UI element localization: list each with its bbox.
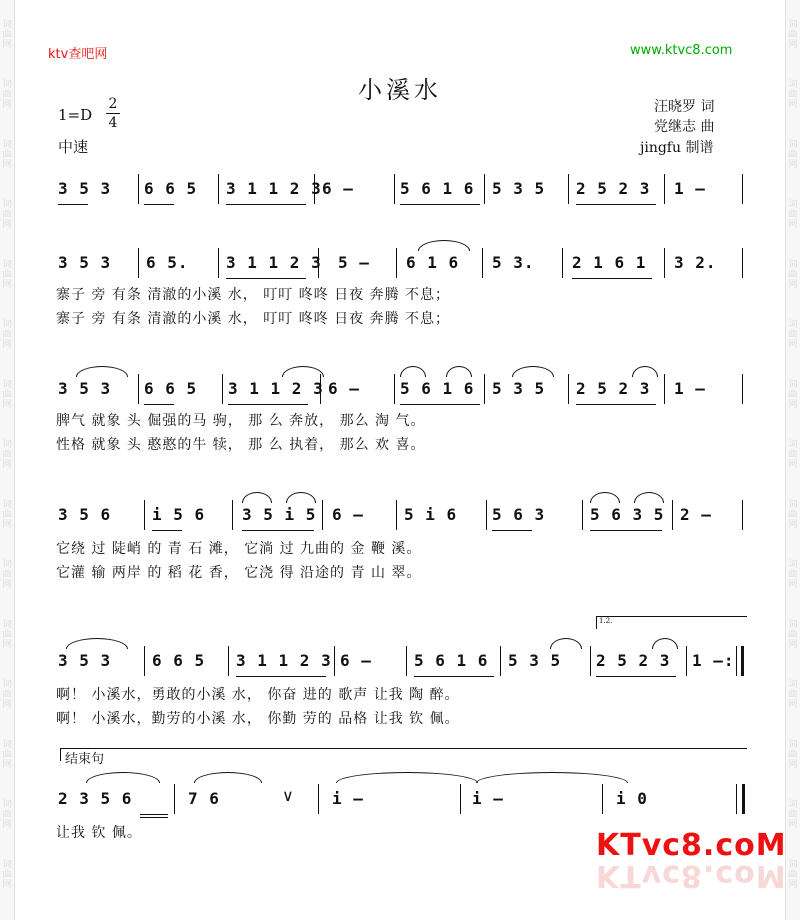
barline — [582, 500, 583, 530]
watermark-glyphs: 词 曲 网 — [2, 320, 12, 350]
watermark-glyphs: 词 曲 网 — [788, 380, 798, 410]
barline — [500, 646, 501, 676]
barline — [742, 500, 743, 530]
lyric-line: 性格 就象 头 憨憨的牛 犊， 那 么 执着， 那么 欢 喜。 — [56, 437, 426, 453]
measure: 2 – — [680, 505, 712, 524]
measure: 5 – — [338, 253, 370, 272]
barline — [742, 374, 743, 404]
measure: 5 3. — [492, 253, 535, 272]
slur — [634, 492, 664, 503]
measure: 6 – — [340, 651, 372, 670]
underline — [400, 204, 480, 205]
measure: 5 3 5 — [492, 379, 546, 398]
slur — [336, 772, 478, 783]
slur — [400, 366, 426, 377]
site-logo-reflection: KTvc8.coM — [596, 858, 787, 893]
watermark-glyphs: 词 曲 网 — [788, 140, 798, 170]
watermark-glyphs: 词 曲 网 — [2, 440, 12, 470]
barline — [482, 248, 483, 278]
barline — [174, 784, 175, 814]
measure: 5 6 3 — [492, 505, 546, 524]
barline — [232, 500, 233, 530]
barline — [138, 374, 139, 404]
underline — [576, 404, 656, 405]
barline — [144, 646, 145, 676]
lyric-line: 脾气 就象 头 倔强的马 驹， 那 么 奔放， 那么 淘 气。 — [56, 413, 426, 429]
watermark-glyphs: 词 曲 网 — [788, 680, 798, 710]
slur — [512, 366, 554, 377]
barline — [138, 174, 139, 204]
lyric-line: 让我 钦 佩。 — [56, 825, 142, 841]
watermark-glyphs: 词 曲 网 — [788, 200, 798, 230]
watermark-glyphs: 词 曲 网 — [2, 140, 12, 170]
measure: 6 6 5 — [144, 179, 198, 198]
slur — [66, 638, 128, 649]
watermark-glyphs: 词 曲 网 — [788, 620, 798, 650]
watermark-glyphs: 词 曲 网 — [788, 800, 798, 830]
underline — [572, 278, 652, 279]
slur — [286, 492, 316, 503]
barline — [218, 248, 219, 278]
underline — [400, 404, 480, 405]
measure: 3 5 3 — [58, 651, 112, 670]
underline — [236, 676, 326, 677]
slur — [632, 366, 658, 377]
watermark-glyphs: 词 曲 网 — [788, 560, 798, 590]
slur — [282, 366, 324, 377]
barline — [406, 646, 407, 676]
composer-credit: 党继志 曲 — [654, 119, 715, 135]
barline — [562, 248, 563, 278]
measure: 3 5 3 — [58, 253, 112, 272]
barline — [590, 646, 591, 676]
lyric-line: 寨子 旁 有条 清澈的小溪 水， 叮叮 咚咚 日夜 奔腾 不息； — [56, 311, 451, 327]
watermark-glyphs: 词 曲 网 — [2, 740, 12, 770]
watermark-glyphs: 词 曲 网 — [2, 200, 12, 230]
measure: 6 6 5 — [152, 651, 206, 670]
site-url-right[interactable]: www.ktvc8.com — [630, 43, 733, 58]
barline — [396, 500, 397, 530]
measure: i – — [472, 789, 504, 808]
watermark-glyphs: 词 曲 网 — [2, 500, 12, 530]
measure: 2 1 6 1 — [572, 253, 647, 272]
underline — [228, 404, 308, 405]
measure: 6 – — [332, 505, 364, 524]
volta-bracket: 1.2. — [596, 616, 747, 629]
watermark-glyphs: 词 曲 网 — [788, 320, 798, 350]
barline — [686, 646, 687, 676]
measure: 5 3 5 — [492, 179, 546, 198]
measure: i – — [332, 789, 364, 808]
measure: 3 5 6 — [58, 505, 112, 524]
barline — [602, 784, 603, 814]
site-logo[interactable]: KTvc8.coM — [596, 828, 787, 863]
lyric-line: 它灌 输 两岸 的 稻 花 香， 它浇 得 沿途的 青 山 翠。 — [56, 565, 422, 581]
watermark-glyphs: 词 曲 网 — [788, 740, 798, 770]
underline — [144, 404, 174, 405]
barline — [672, 500, 673, 530]
lyricist-credit: 汪晓罗 词 — [654, 99, 715, 115]
barline — [144, 500, 145, 530]
underline — [242, 530, 314, 531]
barline — [568, 374, 569, 404]
measure: 5 i 6 — [404, 505, 458, 524]
coda-label: 结束句 — [65, 752, 105, 767]
measure: 3 1 1 2 3 — [226, 179, 322, 198]
barline — [222, 374, 223, 404]
measure: 3 5 3 — [58, 379, 112, 398]
underline — [576, 204, 656, 205]
lyric-line: 啊！ 小溪水，勤劳的小溪 水， 你勤 劳的 品格 让我 钦 佩。 — [56, 711, 460, 727]
watermark-glyphs: 词 曲 网 — [2, 800, 12, 830]
watermark-glyphs: 词 曲 网 — [2, 20, 12, 50]
measure: i 0 — [616, 789, 648, 808]
key-signature: 1=D — [58, 106, 93, 124]
underline — [414, 676, 494, 677]
slur — [418, 240, 470, 251]
measure: 3 5 i 5 — [242, 505, 317, 524]
slur — [476, 772, 628, 783]
measure: 6 – — [322, 179, 354, 198]
barline — [318, 784, 319, 814]
repeat-barline — [736, 646, 744, 676]
barline — [484, 174, 485, 204]
underline — [492, 530, 532, 531]
watermark-glyphs: 词 曲 网 — [788, 860, 798, 890]
breath-mark: ∨ — [282, 786, 294, 805]
measure: 5 3 5 — [508, 651, 562, 670]
barline — [460, 784, 461, 814]
measure: 6 5. — [146, 253, 189, 272]
slur — [194, 772, 262, 783]
watermark-glyphs: 词 曲 网 — [2, 560, 12, 590]
watermark-glyphs: 词 曲 网 — [788, 260, 798, 290]
underline — [596, 676, 676, 677]
measure: 3 2. — [674, 253, 717, 272]
underline — [140, 817, 168, 818]
barline — [228, 646, 229, 676]
measure: 3 1 1 2 3 — [226, 253, 322, 272]
barline — [396, 248, 397, 278]
underline — [226, 278, 306, 279]
watermark-glyphs: 词 曲 网 — [2, 380, 12, 410]
watermark-glyphs: 词 曲 网 — [2, 680, 12, 710]
barline — [334, 646, 335, 676]
watermark-glyphs: 词 曲 网 — [2, 80, 12, 110]
measure: 5 6 1 6 — [400, 179, 475, 198]
measure: 5 6 3 5 — [590, 505, 665, 524]
watermark-glyphs: 词 曲 网 — [788, 440, 798, 470]
barline — [320, 374, 321, 404]
measure: 1 – — [674, 379, 706, 398]
underline — [58, 204, 88, 205]
measure: 1 –: — [692, 651, 735, 670]
watermark-glyphs: 词 曲 网 — [2, 620, 12, 650]
lyric-line: 它绕 过 陡峭 的 青 石 滩， 它淌 过 九曲的 金 鞭 溪。 — [56, 541, 422, 557]
measure: 6 6 5 — [144, 379, 198, 398]
lyric-line: 啊！ 小溪水，勇敢的小溪 水， 你奋 进的 歌声 让我 陶 醉。 — [56, 687, 460, 703]
slur — [86, 772, 160, 783]
underline — [140, 814, 168, 815]
measure: 6 1 6 — [406, 253, 460, 272]
measure: 2 5 2 3 — [576, 379, 651, 398]
barline — [486, 500, 487, 530]
watermark-glyphs: 词 曲 网 — [788, 80, 798, 110]
barline — [742, 248, 743, 278]
measure: 2 5 2 3 — [596, 651, 671, 670]
slur — [242, 492, 272, 503]
barline — [664, 374, 665, 404]
watermark-glyphs: 词 曲 网 — [2, 260, 12, 290]
watermark-glyphs: 词 曲 网 — [788, 20, 798, 50]
barline — [484, 374, 485, 404]
time-signature — [106, 96, 120, 131]
barline — [664, 248, 665, 278]
barline — [394, 174, 395, 204]
measure: 5 6 1 6 — [400, 379, 475, 398]
measure: 3 1 1 2 3 — [236, 651, 332, 670]
song-title: 小溪水 — [358, 76, 442, 104]
measure: 7 6 — [188, 789, 220, 808]
underline — [226, 204, 306, 205]
measure: 1 – — [674, 179, 706, 198]
slur — [550, 638, 582, 649]
measure: 2 5 2 3 — [576, 179, 651, 198]
measure: 6 – — [328, 379, 360, 398]
arranger-credit: jingfu 制谱 — [640, 140, 714, 156]
score-row-1 — [56, 174, 746, 230]
underline — [590, 530, 662, 531]
site-name-left[interactable]: ktv查吧网 — [48, 47, 108, 62]
slur — [76, 366, 128, 377]
slur — [590, 492, 620, 503]
barline — [394, 374, 395, 404]
measure: 3 5 3 — [58, 179, 112, 198]
measure: 3 1 1 2 3 — [228, 379, 324, 398]
barline — [314, 174, 315, 204]
watermark-glyphs: 词 曲 网 — [788, 500, 798, 530]
coda-bracket — [60, 748, 747, 767]
lyric-line: 寨子 旁 有条 清澈的小溪 水， 叮叮 咚咚 日夜 奔腾 不息； — [56, 287, 451, 303]
measure: i 5 6 — [152, 505, 206, 524]
time-top: 2 — [108, 96, 118, 112]
barline — [218, 174, 219, 204]
measure: 2 3 5 6 — [58, 789, 133, 808]
slur — [446, 366, 472, 377]
watermark-glyphs: 词 曲 网 — [2, 860, 12, 890]
measure: 5 6 1 6 — [414, 651, 489, 670]
time-bottom: 4 — [108, 115, 118, 131]
tempo-marking: 中速 — [58, 138, 89, 156]
barline — [318, 248, 319, 278]
barline — [742, 174, 743, 204]
barline — [664, 174, 665, 204]
underline — [144, 204, 174, 205]
barline — [322, 500, 323, 530]
final-barline — [736, 784, 745, 814]
underline — [152, 530, 182, 531]
barline — [568, 174, 569, 204]
slur — [652, 638, 678, 649]
barline — [138, 248, 139, 278]
